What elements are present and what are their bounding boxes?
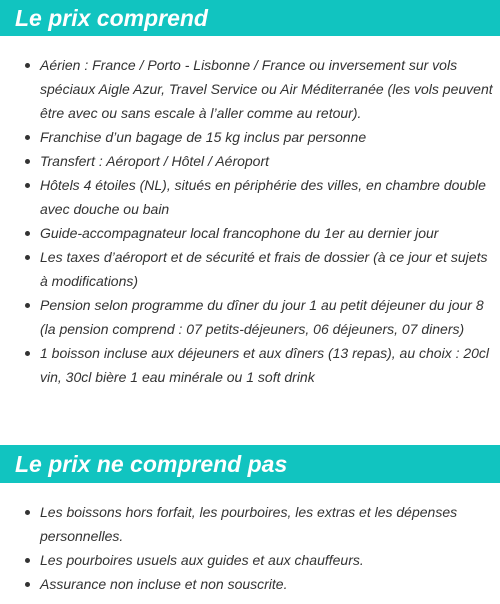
list-item: Transfert : Aéroport / Hôtel / Aéroport	[0, 149, 500, 173]
not-included-list	[0, 500, 500, 596]
list-item: Les boissons hors forfait, les pourboires, les extras et les dépenses personnelles.	[0, 500, 500, 548]
list-item: Hôtels 4 étoiles (NL), situés en périphérie des villes, en chambre double avec douche ou bain	[0, 173, 500, 221]
section-header-not-included: Le prix ne comprend pas	[0, 445, 500, 483]
list-item: Les taxes d’aéroport et de sécurité et frais de dossier (à ce jour et sujets à modifications)	[0, 245, 500, 293]
included-list	[0, 53, 500, 389]
list-item: Franchise d’un bagage de 15 kg inclus par personne	[0, 125, 500, 149]
list-item: Assurance non incluse et non souscrite.	[0, 572, 500, 596]
list-item: 1 boisson incluse aux déjeuners et aux dîners (13 repas), au choix : 20cl vin, 30cl bière 1 eau minérale ou 1 soft drink	[0, 341, 500, 389]
list-item: Les pourboires usuels aux guides et aux chauffeurs.	[0, 548, 500, 572]
section-header-included: Le prix comprend	[0, 0, 500, 36]
list-item: Guide-accompagnateur local francophone du 1er au dernier jour	[0, 221, 500, 245]
list-item: Pension selon programme du dîner du jour 1 au petit déjeuner du jour 8 (la pension comprend : 07 petits-déjeuners, 06 déjeuners, 07 diners)	[0, 293, 500, 341]
list-item: Aérien : France / Porto - Lisbonne / France ou inversement sur vols spéciaux Aigle Azur, Travel Service ou Air Méditerranée (les vols peuvent être avec ou sans escale à l’aller comme au retour).	[0, 53, 500, 125]
